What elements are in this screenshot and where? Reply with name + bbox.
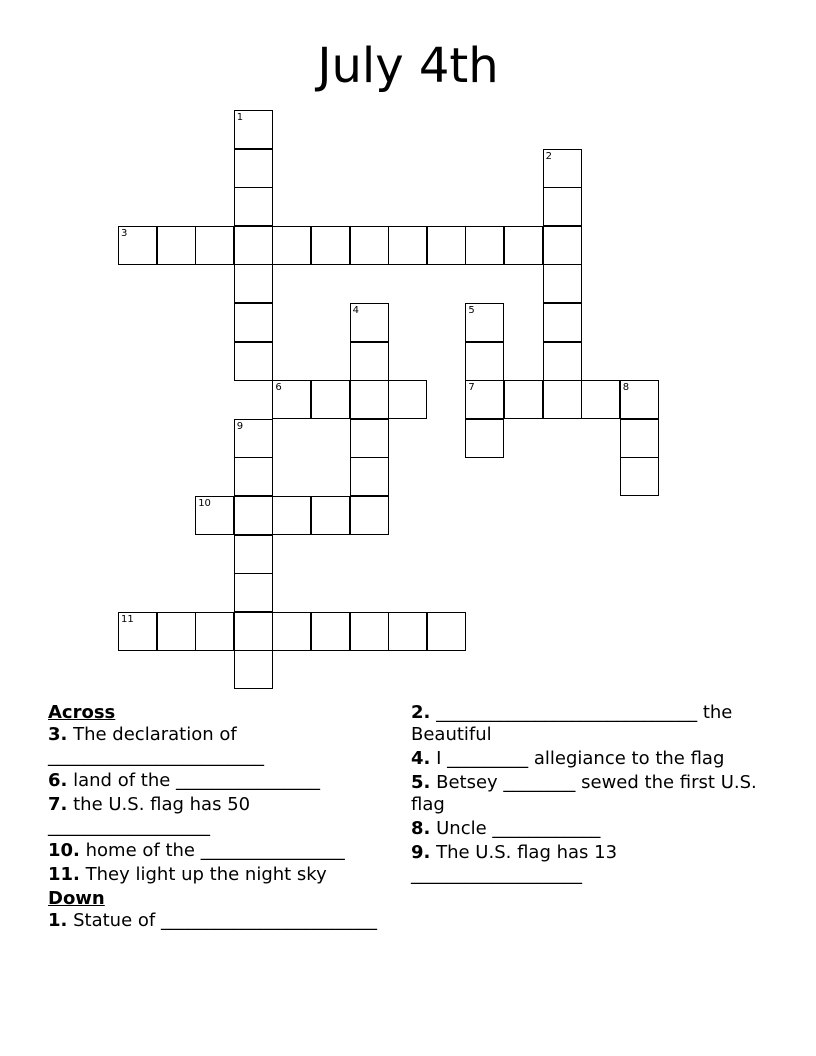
grid-cell[interactable]	[234, 612, 273, 651]
grid-cell[interactable]	[157, 612, 196, 651]
clue-num: 9.	[411, 842, 431, 863]
grid-cell[interactable]	[118, 226, 157, 265]
clues-left-column	[48, 702, 388, 934]
clue-text: the U.S. flag has 50 __________________	[48, 794, 251, 837]
clue-number-11: 11	[121, 613, 134, 625]
clue-text: home of the ________________	[85, 840, 345, 861]
clue-text: Uncle ____________	[436, 818, 601, 839]
grid-cell[interactable]	[427, 226, 466, 265]
clue-num: 2.	[411, 702, 431, 723]
clue-num: 4.	[411, 748, 431, 769]
clue-item	[48, 770, 388, 792]
grid-cell[interactable]	[465, 303, 504, 342]
grid-cell[interactable]	[234, 457, 273, 496]
grid-cell[interactable]	[620, 457, 659, 496]
clue-num: 6.	[48, 770, 68, 791]
grid-cell[interactable]	[195, 226, 234, 265]
clue-number-10: 10	[198, 498, 211, 509]
grid-cell[interactable]	[118, 612, 157, 651]
grid-cell[interactable]	[388, 380, 427, 419]
clue-number-5: 5	[468, 305, 475, 316]
clue-num: 5.	[411, 772, 431, 793]
clue-text: _____________________________ the Beautiful	[411, 702, 733, 745]
clue-text: I _________ allegiance to the flag	[436, 748, 725, 769]
grid-cell[interactable]	[234, 573, 273, 612]
clue-num: 10.	[48, 840, 80, 861]
clue-text: The U.S. flag has 13 ___________________	[411, 842, 618, 885]
clue-item	[411, 702, 761, 746]
puzzle-title: July 4th	[317, 38, 499, 94]
grid-cell[interactable]	[234, 226, 273, 265]
clue-item	[48, 724, 388, 768]
grid-cell[interactable]	[543, 342, 582, 381]
clue-number-3: 3	[121, 227, 128, 239]
grid-cell[interactable]	[388, 226, 427, 265]
clue-num: 3.	[48, 724, 68, 745]
grid-cell[interactable]	[350, 612, 389, 651]
down-heading: Down	[48, 888, 105, 909]
down-clue-list-right	[411, 702, 761, 886]
grid-cell[interactable]	[350, 226, 389, 265]
grid-cell[interactable]	[272, 226, 311, 265]
grid-cell[interactable]	[311, 612, 350, 651]
grid-cell[interactable]	[195, 612, 234, 651]
clue-item	[411, 818, 761, 840]
grid-cell[interactable]	[620, 380, 659, 419]
clue-item	[48, 840, 388, 862]
clue-num: 1.	[48, 910, 68, 931]
grid-cell[interactable]	[234, 419, 273, 458]
grid-cell[interactable]	[465, 226, 504, 265]
clue-text: Betsey ________ sewed the first U.S. flag	[411, 772, 757, 815]
across-heading: Across	[48, 702, 116, 723]
clue-number-8: 8	[622, 382, 630, 394]
clue-item	[48, 864, 388, 886]
grid-cell[interactable]	[350, 496, 389, 535]
grid-cell[interactable]	[350, 419, 389, 458]
grid-cell[interactable]	[234, 496, 273, 535]
grid-cell[interactable]	[234, 264, 273, 303]
clue-text: Statue of ________________________	[73, 910, 377, 931]
grid-cell[interactable]	[157, 226, 196, 265]
grid-cell[interactable]	[234, 342, 273, 381]
grid-cell[interactable]	[350, 457, 389, 496]
grid-cell[interactable]	[234, 149, 273, 188]
grid-cell[interactable]	[350, 380, 389, 419]
clue-text: They light up the night sky	[85, 864, 327, 885]
clue-item	[48, 794, 388, 838]
grid-cell[interactable]	[543, 380, 582, 419]
clue-item	[48, 910, 388, 932]
clue-number-2: 2	[545, 150, 552, 162]
grid-cell[interactable]	[465, 380, 504, 419]
clue-num: 8.	[411, 818, 431, 839]
grid-cell[interactable]	[350, 303, 389, 342]
clue-item	[411, 748, 761, 770]
clue-number-7: 7	[468, 382, 475, 394]
clue-text: The declaration of ________________________	[48, 724, 264, 767]
grid-cell[interactable]	[543, 226, 582, 265]
grid-cell[interactable]	[504, 380, 543, 419]
clue-num: 11.	[48, 864, 80, 885]
grid-cell[interactable]	[350, 342, 389, 381]
grid-cell[interactable]	[427, 612, 466, 651]
clue-number-9: 9	[236, 420, 244, 432]
grid-cell[interactable]	[234, 187, 273, 226]
across-clue-list	[48, 724, 388, 886]
grid-cell[interactable]	[234, 650, 273, 689]
grid-cell[interactable]	[543, 303, 582, 342]
grid-cell[interactable]	[272, 612, 311, 651]
down-clue-list-left	[48, 910, 388, 932]
grid-cell[interactable]	[465, 342, 504, 381]
clue-number-4: 4	[352, 305, 359, 316]
clue-item	[411, 772, 761, 816]
clue-number-1: 1	[236, 112, 244, 123]
grid-cell[interactable]	[465, 419, 504, 458]
grid-cell[interactable]	[620, 419, 659, 458]
grid-cell[interactable]	[543, 149, 582, 188]
grid-cell[interactable]	[195, 496, 234, 535]
clue-item	[411, 842, 761, 886]
grid-cell[interactable]	[388, 612, 427, 651]
grid-cell[interactable]	[311, 226, 350, 265]
grid-cell[interactable]	[581, 380, 620, 419]
clue-num: 7.	[48, 794, 68, 815]
grid-cell[interactable]	[272, 496, 311, 535]
grid-cell[interactable]	[543, 187, 582, 226]
grid-cell[interactable]	[272, 380, 311, 419]
grid-cell[interactable]	[504, 226, 543, 265]
grid-cell[interactable]	[234, 303, 273, 342]
grid-cell[interactable]	[234, 535, 273, 574]
clue-number-6: 6	[275, 382, 282, 394]
grid-cell[interactable]	[234, 110, 273, 149]
grid-cell[interactable]	[543, 264, 582, 303]
clues-right-column	[411, 702, 761, 888]
grid-cell[interactable]	[311, 380, 350, 419]
clue-text: land of the ________________	[73, 770, 321, 791]
grid-cell[interactable]	[311, 496, 350, 535]
